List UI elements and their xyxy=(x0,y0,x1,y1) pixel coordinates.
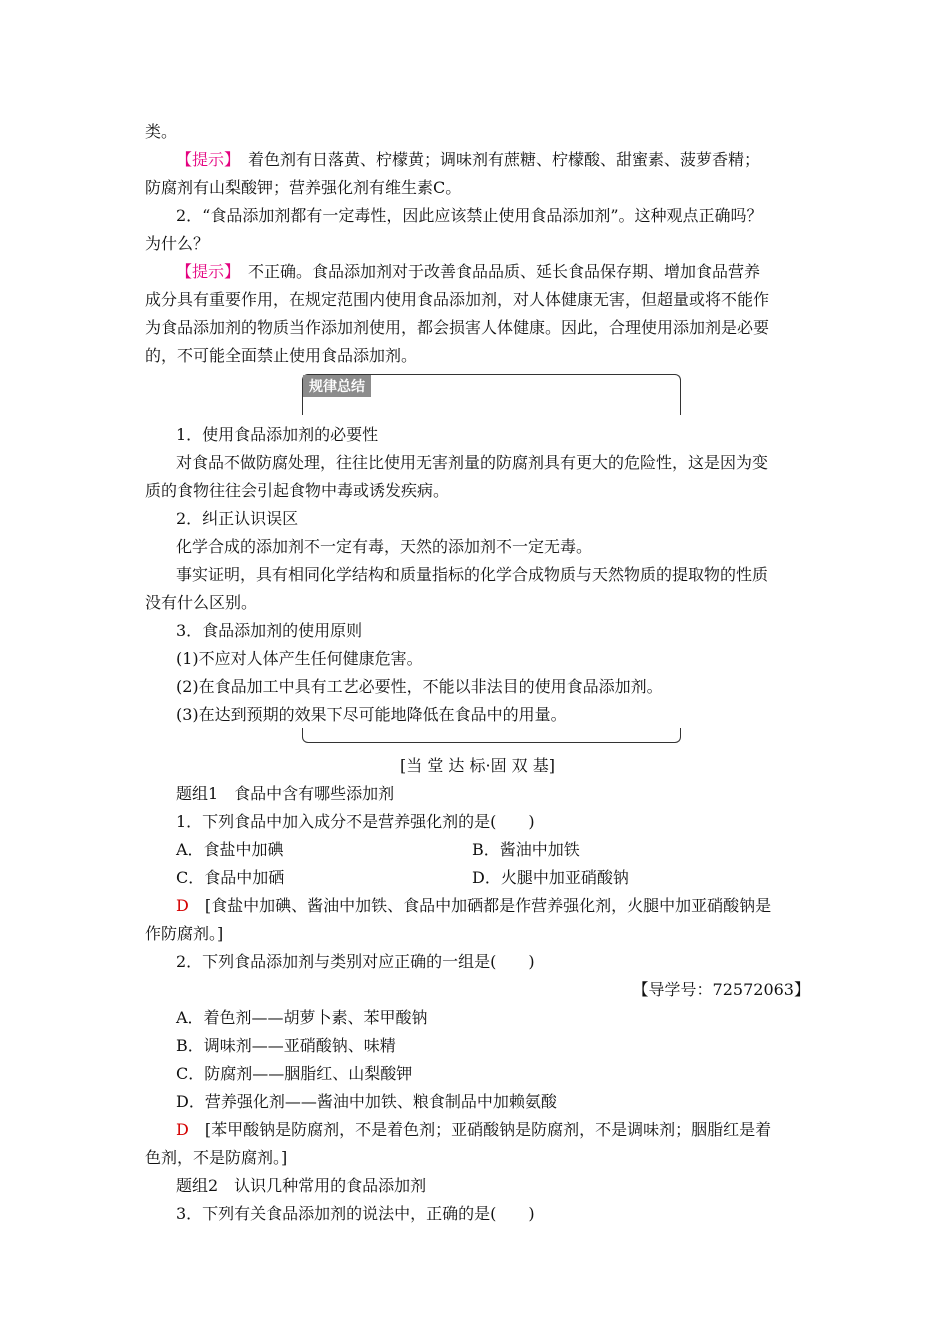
explanation: [食盐中加碘、酱油中加铁、食品中加硒都是作营养强化剂，火腿中加亚硝酸钠是 xyxy=(204,896,772,915)
option-c: C．食品中加硒 xyxy=(176,868,285,887)
summary-heading: 2．纠正认识误区 xyxy=(176,509,299,528)
summary-text: 化学合成的添加剂不一定有毒，天然的添加剂不一定无毒。 xyxy=(176,537,593,556)
text-line: 防腐剂有山梨酸钾；营养强化剂有维生素C。 xyxy=(145,178,462,197)
summary-text: (1)不应对人体产生任何健康危害。 xyxy=(176,649,423,668)
option-d: D．火腿中加亚硝酸钠 xyxy=(472,868,629,887)
group-heading: 题组1 食品中含有哪些添加剂 xyxy=(176,784,395,803)
option-a: A．食盐中加碘 xyxy=(176,840,284,859)
summary-text: 没有什么区别。 xyxy=(145,593,258,612)
option-a: A．着色剂——胡萝卜素、苯甲酸钠 xyxy=(176,1008,428,1027)
answer-line xyxy=(176,1116,810,1144)
summary-text: (3)在达到预期的效果下尽可能地降低在食品中的用量。 xyxy=(176,705,567,724)
summary-text: (2)在食品加工中具有工艺必要性，不能以非法目的使用食品添加剂。 xyxy=(176,677,663,696)
summary-text: 对食品不做防腐处理，往往比使用无害剂量的防腐剂具有更大的危险性，这是因为变 xyxy=(176,453,769,472)
option-row xyxy=(176,836,810,864)
summary-heading: 1．使用食品添加剂的必要性 xyxy=(176,425,379,444)
question-stem: 1．下列食品中加入成分不是营养强化剂的是( ) xyxy=(176,812,535,831)
group-heading: 题组2 认识几种常用的食品添加剂 xyxy=(176,1176,427,1195)
question-stem: 3．下列有关食品添加剂的说法中，正确的是( ) xyxy=(176,1204,535,1223)
question-stem: 2．下列食品添加剂与类别对应正确的一组是( ) xyxy=(176,952,535,971)
hint-text: 不正确。食品添加剂对于改善食品品质、延长食品保存期、增加食品营养 xyxy=(248,262,761,281)
option-c: C．防腐剂——胭脂红、山梨酸钾 xyxy=(176,1064,413,1083)
hint-label: 【提示】 xyxy=(176,262,233,281)
explanation: 作防腐剂。] xyxy=(145,924,224,943)
text-line: 成分具有重要作用，在规定范围内使用食品添加剂，对人体健康无害，但超量或将不能作 xyxy=(145,290,770,309)
explanation: 色剂，不是防腐剂。] xyxy=(145,1148,288,1167)
text-line: 为食品添加剂的物质当作添加剂使用，都会损害人体健康。因此，合理使用添加剂是必要 xyxy=(145,318,770,337)
text-line: 类。 xyxy=(145,122,178,141)
explanation: [苯甲酸钠是防腐剂，不是着色剂；亚硝酸钠是防腐剂，不是调味剂；胭脂红是着 xyxy=(204,1120,772,1139)
section-title: [当 堂 达 标·固 双 基] xyxy=(399,756,555,775)
hint-line xyxy=(176,258,810,286)
option-b: B．调味剂——亚硝酸钠、味精 xyxy=(176,1036,396,1055)
option-row xyxy=(176,864,810,892)
reference-number: 【导学号：72572063】 xyxy=(632,980,810,999)
summary-box-bottom xyxy=(302,728,681,743)
option-b: B．酱油中加铁 xyxy=(472,840,580,859)
question-stem: 2．“食品添加剂都有一定毒性，因此应该禁止使用食品添加剂”。这种观点正确吗？ xyxy=(176,206,763,225)
summary-text: 事实证明，具有相同化学结构和质量指标的化学合成物质与天然物质的提取物的性质 xyxy=(176,565,769,584)
hint-line xyxy=(176,146,810,174)
hint-label: 【提示】 xyxy=(176,150,233,169)
summary-heading: 3．食品添加剂的使用原则 xyxy=(176,621,363,640)
option-d: D．营养强化剂——酱油中加铁、粮食制品中加赖氨酸 xyxy=(176,1092,557,1111)
text-line: 的，不可能全面禁止使用食品添加剂。 xyxy=(145,346,418,365)
summary-text: 质的食物往往会引起食物中毒或诱发疾病。 xyxy=(145,481,450,500)
answer-letter: D xyxy=(176,896,189,915)
answer-letter: D xyxy=(176,1120,189,1139)
hint-text: 着色剂有日落黄、柠檬黄；调味剂有蔗糖、柠檬酸、甜蜜素、菠萝香精； xyxy=(248,150,761,169)
summary-box-top xyxy=(302,374,681,415)
text-line: 为什么？ xyxy=(145,234,210,253)
answer-line xyxy=(176,892,810,920)
summary-label: 规律总结 xyxy=(303,375,371,397)
